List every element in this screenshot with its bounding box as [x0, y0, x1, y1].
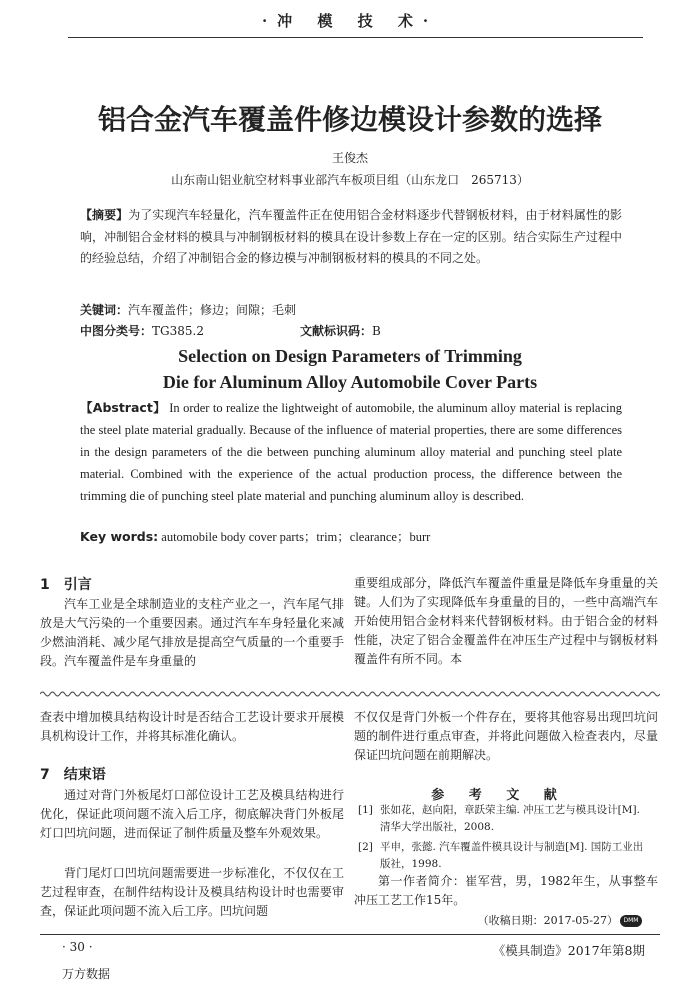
- reference-text: 张如花，赵向阳，章跃荣主编. 冲压工艺与模具设计[M]. 清华大学出版社，2008.: [380, 804, 640, 833]
- received-date: [478, 912, 642, 928]
- section-1-right-paragraph: 重要组成部分，降低汽车覆盖件重量是降低车身重量的关键。人们为了实现降低车身重量的目的，一些中高端汽车开始使用铝合金材料来代替钢板材料。由于铝合金的材料性能，决定了铝合金覆盖件在冲压生产过程中与钢板材料覆盖件有所不同。本: [354, 576, 658, 666]
- section-7-paragraph-2: 背门尾灯口凹坑问题需要进一步标准化，不仅仅在工艺过程审查，在制件结构设计及模具结构设计时也需要审查，保证此项问题不流入后工序。凹坑问题: [40, 866, 344, 918]
- received-date-text: （收稿日期：2017-05-27）: [477, 914, 618, 927]
- reference-number: [2]: [358, 841, 373, 853]
- clc-number: [80, 322, 204, 339]
- abstract-cn-text: 为了实现汽车轻量化，汽车覆盖件正在使用铝合金材料逐步代替钢板材料，由于材料属性的影响，冲制铝合金材料的模具与冲制钢板材料的模具在设计参数上存在一定的区别。结合实际生产过程中的经验总结，介绍了冲制铝合金的修边模与冲制钢板材料的模具的不同之处。: [80, 208, 622, 265]
- section-7-heading: 7 结束语: [40, 767, 106, 783]
- clc-label: 中图分类号：: [80, 324, 153, 338]
- keywords-en-text: automobile body cover parts；trim；clearance；burr: [161, 530, 431, 544]
- abstract-cn-label: 【摘要】: [80, 208, 129, 222]
- lower-left-continuation: 查表中增加模具结构设计时是否结合工艺设计要求开展模具机构设计工作，并将其标准化确认。: [40, 710, 344, 743]
- section-1-left-paragraph: 汽车工业是全球制造业的支柱产业之一，汽车尾气排放是大气污染的一个重要因素。通过汽车车身轻量化来减少燃油消耗、减少尾气排放是提高空气质量的一个重要手段。汽车覆盖件是车身重量的: [40, 597, 344, 668]
- keywords-cn-label: 关键词：: [80, 303, 129, 317]
- abstract-en-text: In order to realize the lightweight of automobile, the aluminum alloy material is replacing the steel plate material gradually. Because of the influence of material properties, there are some differences in the design parameters of the die between punching aluminum alloy material and punching steel plate material. Combined with the experience of the actual production process, the difference between the trimming die of punching steel plate material and punching aluminum alloy is described.: [80, 401, 623, 503]
- header-rule: [68, 37, 643, 38]
- doc-code-value: B: [372, 324, 381, 338]
- section-7-paragraph-1: 通过对背门外板尾灯口部位设计工艺及模具结构进行优化，保证此项问题不流入后工序，彻底解决背门外板尾灯口凹坑问题，进而保证了制件质量及整车外观效果。: [40, 788, 344, 840]
- dmm-logo-badge: DMM: [620, 915, 642, 927]
- document-code: [300, 322, 381, 339]
- abstract-en: [80, 397, 622, 507]
- reference-number: [1]: [358, 804, 373, 816]
- reference-text: 平申，张懿. 汽车覆盖件模具设计与制造[M]. 国防工业出版社，1998.: [380, 841, 644, 870]
- english-title-line1: Selection on Design Parameters of Trimming: [178, 346, 522, 366]
- keywords-en: [80, 527, 430, 545]
- abstract-cn: [80, 205, 622, 270]
- lower-right-continuation: 不仅仅是背门外板一个件存在，要将其他容易出现凹坑问题的制件进行重点审查，并将此问题做入检查表内，尽量保证凹坑问题在前期解决。: [354, 710, 658, 762]
- keywords-en-label: Key words:: [80, 529, 159, 544]
- journal-issue: 《模具制造》2017年第8期: [492, 943, 645, 958]
- watermark-text: 万方数据: [62, 967, 111, 981]
- journal-section-header: ·冲 模 技 术·: [261, 12, 439, 30]
- abstract-en-label: 【Abstract】: [80, 400, 166, 415]
- author-affiliation: 山东南山铝业航空材料事业部汽车板项目组（山东龙口 265713）: [171, 173, 529, 187]
- english-title-line2: Die for Aluminum Alloy Automobile Cover Parts: [162, 372, 538, 392]
- author-name: 王俊杰: [331, 151, 368, 165]
- footer-rule: [40, 934, 660, 935]
- article-title: 铝合金汽车覆盖件修边模设计参数的选择: [97, 103, 602, 136]
- section-1-heading: 1 引言: [40, 577, 92, 593]
- author-bio: 第一作者简介：崔军营，男，1982年生，从事整车冲压工艺工作15年。: [354, 874, 658, 907]
- references-heading: 参 考 文 献: [431, 788, 567, 803]
- clc-value: TG385.2: [152, 324, 204, 338]
- keywords-cn-text: 汽车覆盖件；修边；间隙；毛刺: [128, 303, 297, 317]
- keywords-cn: [80, 301, 296, 318]
- page-cut-separator: [40, 690, 660, 698]
- doc-code-label: 文献标识码：: [300, 324, 373, 338]
- page-number: · 30 ·: [62, 940, 93, 954]
